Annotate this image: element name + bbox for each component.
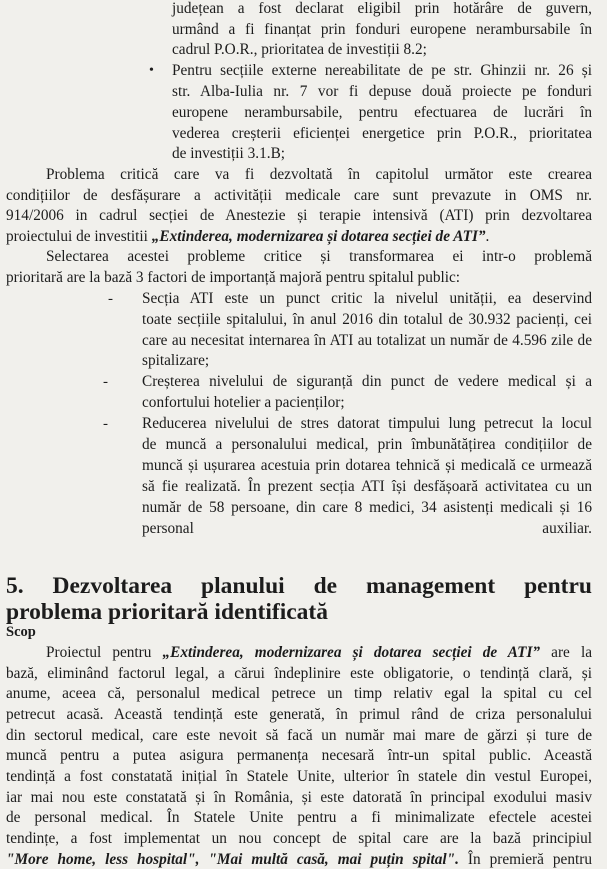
text-line: urmând a fi finanțat prin fonduri europene nerambursabile în bbox=[172, 21, 592, 38]
text-line: să fie realizată. În prezent secția ATI își desfășoară activitatea cu un bbox=[142, 478, 592, 495]
text-line: vederea creșterii eficienței energetice prin P.O.R., prioritatea bbox=[172, 125, 592, 142]
text-line: tendințe, a fost implementat un nou concept de spital care are la bază principiul bbox=[6, 830, 592, 847]
text-line bbox=[46, 644, 592, 662]
text-line: Reducerea nivelului de stres datorat timpului lung petrecut la locul bbox=[142, 415, 592, 432]
text-run: În premieră pentru bbox=[458, 851, 592, 868]
text-run: Proiectul pentru bbox=[46, 644, 163, 661]
text-line: număr de 58 persoane, din care 8 medici, 34 asistenți medicali și 16 bbox=[142, 499, 592, 516]
text-run: . bbox=[485, 228, 490, 245]
text-line: de muncă a personalului medical, prin îmbunătățirea condițiilor de bbox=[142, 436, 592, 453]
text-line bbox=[6, 228, 489, 246]
text-line: personal auxiliar. bbox=[142, 520, 592, 537]
text-line: Creșterea nivelului de siguranță din punct de vedere medical și a bbox=[142, 373, 592, 390]
text-line: județean a fost declarat eligibil prin hotărâre de guvern, bbox=[172, 0, 592, 17]
text-line bbox=[6, 851, 592, 869]
text-run: are la bbox=[540, 644, 592, 661]
text-line: anume, aceea că, personalul medical petrece un timp relativ egal la spital cu cel bbox=[6, 685, 592, 702]
text-line: str. Alba-Iulia nr. 7 vor fi depuse două proiecte pe fonduri bbox=[172, 83, 592, 100]
text-line: tendință a fost constatată inițial în Statele Unite, ulterior în statele din vestul Europei, bbox=[6, 768, 592, 785]
text-line: bază, eliminând factorul legal, a cărui îndeplinire este obligatorie, o tendință clară, și bbox=[6, 665, 592, 682]
emphasis-text: „Extinderea, modernizarea și dotarea secției de ATI” bbox=[151, 228, 486, 245]
text-line: condițiilor de desfășurare a activității medicale care sunt prevazute in OMS nr. bbox=[6, 187, 592, 204]
dash-marker: - bbox=[103, 374, 108, 390]
emphasis-text: „Extinderea, modernizarea și dotarea secției de ATI” bbox=[162, 644, 541, 661]
text-line: de investiții 3.1.B; bbox=[172, 145, 286, 162]
text-line: europene nerambursabile, pentru efectuarea de lucrări în bbox=[172, 104, 592, 121]
text-line: muncă pentru a putea asigura permanența necesară într-un spital public. Această bbox=[6, 747, 592, 764]
text-line: Selectarea acestei probleme critice și transformarea ei intr-o problemă bbox=[46, 248, 592, 265]
text-line: de personal medical. În Statele Unite pentru a fi minimalizate efectele acestei bbox=[6, 809, 592, 826]
text-line: cadrul P.O.R., prioritatea de investiții 8.2; bbox=[172, 41, 427, 58]
emphasis-text: "More home, less hospital", "Mai multă casă, mai puțin spital". bbox=[6, 851, 459, 868]
text-line: iar mai nou este constatată și în România, și este datorată în principal exodului masiv bbox=[6, 789, 592, 806]
text-line: Secția ATI este un punct critic la nivelul unității, ea deservind bbox=[142, 290, 592, 307]
text-line: Problema critică care va fi dezvoltată în capitolul următor este crearea bbox=[46, 166, 592, 183]
text-run: proiectului de investitii bbox=[6, 228, 152, 245]
text-line: din sectorul medical, care este nevoit să facă un număr mai mare de gărzi și ture de bbox=[6, 727, 592, 744]
text-line: prioritară are la bază 3 factori de importanță majoră pentru spitalul public: bbox=[6, 269, 461, 286]
bullet-icon: • bbox=[149, 63, 154, 78]
dash-marker: - bbox=[103, 416, 108, 432]
text-line: 914/2006 in cadrul secției de Anestezie și terapie intensivă (ATI) prin dezvoltarea bbox=[6, 207, 592, 224]
text-line: muncă și ușurarea acestuia prin dotarea tehnică și medicală ce urmează bbox=[142, 457, 592, 474]
text-line: petrecut acasă. Această tendință este generată, în primul rând de criza personalului bbox=[6, 706, 592, 723]
section-heading: problema prioritară identificată bbox=[6, 599, 328, 625]
text-line: Pentru secțiile externe nereabilitate de pe str. Ghinzii nr. 26 și bbox=[172, 62, 592, 79]
text-line: spitalizare; bbox=[142, 352, 210, 369]
section-heading: 5. Dezvoltarea planului de management pentru bbox=[6, 573, 592, 599]
text-line: confortului hotelier a pacienților; bbox=[142, 394, 345, 411]
text-line: toate secțiile spitalului, în anul 2016 din totalul de 30.932 pacienți, cei bbox=[142, 311, 592, 328]
dash-marker: - bbox=[108, 291, 113, 307]
subheading-scop: Scop bbox=[6, 624, 36, 640]
text-line: care au necesitat internarea în ATI au totalizat un număr de 4.596 zile de bbox=[142, 332, 592, 349]
